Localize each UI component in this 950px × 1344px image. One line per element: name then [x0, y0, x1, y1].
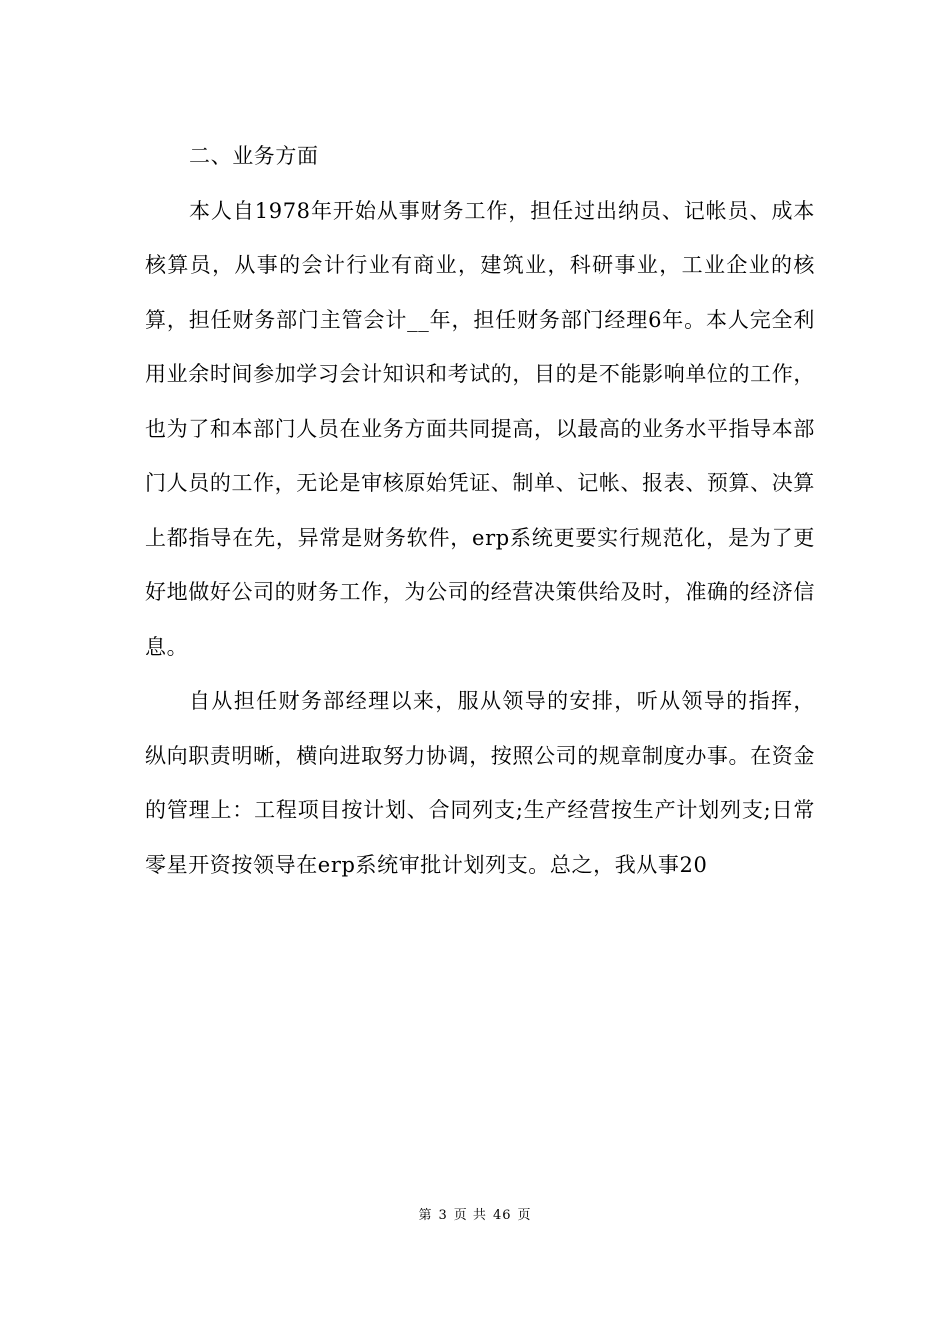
footer-suffix: 页: [517, 1208, 532, 1223]
footer-middle: 页 共: [453, 1208, 487, 1223]
footer-total-pages: 46: [492, 1208, 512, 1223]
footer-prefix: 第: [418, 1208, 433, 1223]
footer-current-page: 3: [438, 1208, 448, 1223]
paragraph-2: 自从担任财务部经理以来，服从领导的安排，听从领导的指挥，纵向职责明晰，横向进取努力协调，按照公司的规章制度办事。在资金的管理上：工程项目按计划、合同列支;生产经营按生产计划列支;日常零星开资按领导在erp系统审批计划列支。总之，我从事20: [145, 689, 815, 877]
section-heading: 二、业务方面: [189, 144, 319, 168]
paragraph-1: 本人自1978年开始从事财务工作，担任过出纳员、记帐员、成本核算员，从事的会计行业有商业，建筑业，科研事业，工业企业的核算，担任财务部门主管会计__年，担任财务部门经理6年。本人完全利用业余时间参加学习会计知识和考试的，目的是不能影响单位的工作，也为了和本部门人员在业务方面共同提高，以最高的业务水平指导本部门人员的工作，无论是审核原始凭证、制单、记帐、报表、预算、决算上都指导在先，异常是财务软件，erp系统更要实行规范化，是为了更好地做好公司的财务工作，为公司的经营决策供给及时，准确的经济信息。: [145, 198, 815, 659]
document-body: [145, 129, 815, 892]
page-footer: [0, 1204, 950, 1223]
